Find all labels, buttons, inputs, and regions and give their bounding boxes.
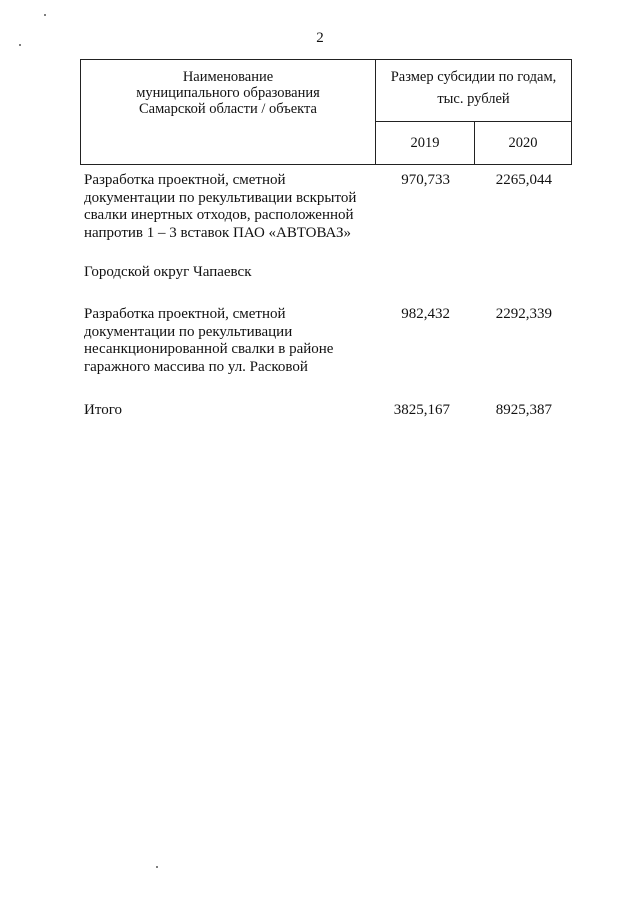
row-line: документации по рекультивации [84, 323, 293, 340]
header-subsidy-line: Размер субсидии по годам, [390, 69, 557, 85]
header-year-2020: 2020 [508, 135, 538, 151]
scan-speck [156, 866, 158, 868]
row-line: документации по рекультивации вскрытой [84, 189, 357, 206]
total-label [84, 402, 384, 420]
table-header [80, 59, 572, 165]
header-name-line: Самарской области / объекта [138, 101, 317, 117]
header-name-column [81, 60, 376, 164]
table-row-label [84, 172, 384, 242]
row-line: Разработка проектной, сметной [84, 172, 286, 188]
header-name-line: муниципального образования [136, 85, 320, 101]
header-subsidy-line: тыс. рублей [437, 91, 510, 107]
row-line: гаражного массива по ул. Расковой [84, 358, 308, 375]
value-2019: 970,733 [401, 172, 450, 188]
total-2019: 3825,167 [393, 402, 450, 418]
page-number: 2 [316, 30, 324, 46]
header-subsidy-column [376, 60, 571, 122]
row-line: свалки инертных отходов, расположенной [84, 207, 354, 223]
row-line: напротив 1 – 3 вставок ПАО «АВТОВАЗ» [84, 224, 352, 241]
value-2020: 2292,339 [495, 306, 552, 322]
table-row-label [84, 306, 384, 376]
municipality-heading [84, 264, 384, 282]
header-name-line: Наименование [182, 69, 274, 85]
row-line: несанкционированной свалки в районе [84, 341, 334, 357]
total-2020: 8925,387 [495, 402, 552, 418]
row-line: Городской округ Чапаевск [84, 264, 252, 280]
value-2020: 2265,044 [495, 172, 552, 188]
value-2019: 982,432 [401, 306, 450, 322]
scan-speck [44, 14, 46, 16]
header-year-2019: 2019 [376, 122, 475, 164]
row-line: Разработка проектной, сметной [84, 306, 286, 322]
row-line: Итого [84, 402, 122, 418]
